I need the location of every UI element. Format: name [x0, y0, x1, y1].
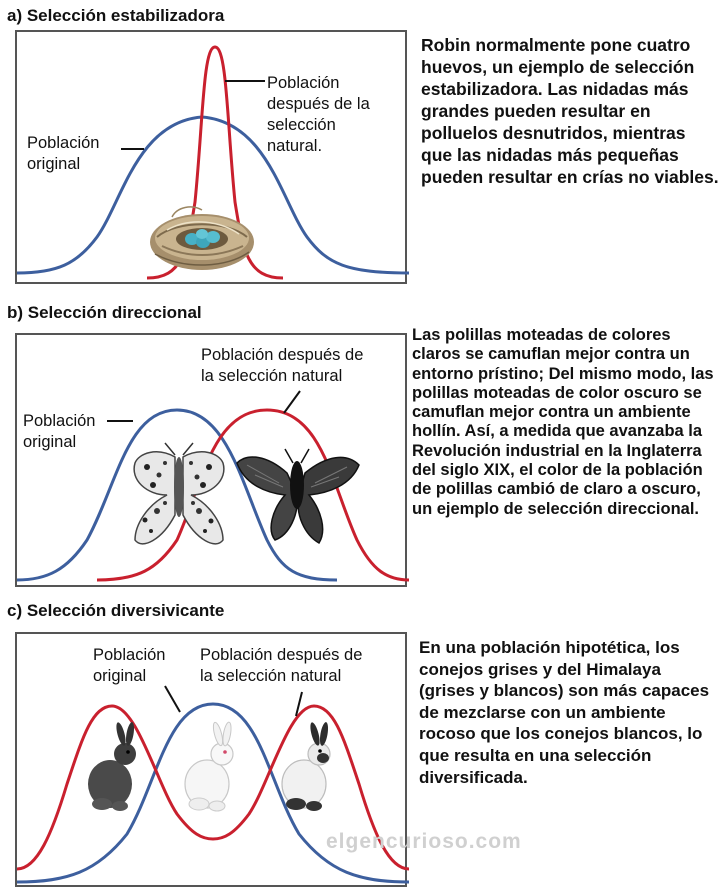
panel-a-heading: a) Selección estabilizadora: [7, 6, 225, 25]
himalayan-rabbit-icon: [282, 722, 330, 811]
panel-b-heading: b) Selección direccional: [7, 303, 202, 322]
panel-a-label-original: Población original: [27, 134, 100, 173]
watermark: elgencurioso.com: [326, 830, 522, 853]
gray-rabbit-icon: [88, 722, 136, 811]
panel-a-frame: [15, 30, 407, 284]
panel-b-description: Las polillas moteadas de colores claros se camuflan mejor contra un entorno prístino; Del mismo modo, las polillas moteadas de color oscuro se camuflan mejor contra un ambiente hollín. Así, a medida que avanzaba la Revolución industrial en la Inglaterra del siglo XIX, el color de la población de polillas cambió de claro a oscuro, un ejemplo de selección direccional.: [412, 326, 714, 518]
panel-c-heading: c) Selección diversivicante: [7, 601, 225, 620]
panel-b-label-after: Población después de la selección natural: [201, 346, 364, 385]
panel-b-frame: [15, 333, 407, 587]
panel-a-description: Robin normalmente pone cuatro huevos, un ejemplo de selección estabilizadora. Las nidadas más grandes pueden resultar en polluelos desnutridos, mientras que las nidadas más pequeñas pueden resultar en crías no viables.: [421, 35, 719, 187]
white-rabbit-icon: [185, 722, 233, 811]
panel-c-label-after: Población después de la selección natural: [200, 646, 363, 685]
leader-line-after: [284, 391, 300, 413]
light-peppered-moth-icon: [134, 443, 224, 544]
panel-a-label-after: Población después de la selección natural.: [267, 74, 370, 155]
panel-c-description: En una población hipotética, los conejos grises y del Himalaya (grises y blancos) son más capaces de mezclarse con un ambiente rocoso que los conejos blancos, lo que resulta en una selección diversificada.: [419, 638, 710, 787]
after-selection-curve: [97, 410, 409, 580]
leader-line-original: [165, 686, 180, 712]
panel-b-label-original: Población original: [23, 412, 96, 451]
panel-c-label-original: Población original: [93, 646, 166, 685]
